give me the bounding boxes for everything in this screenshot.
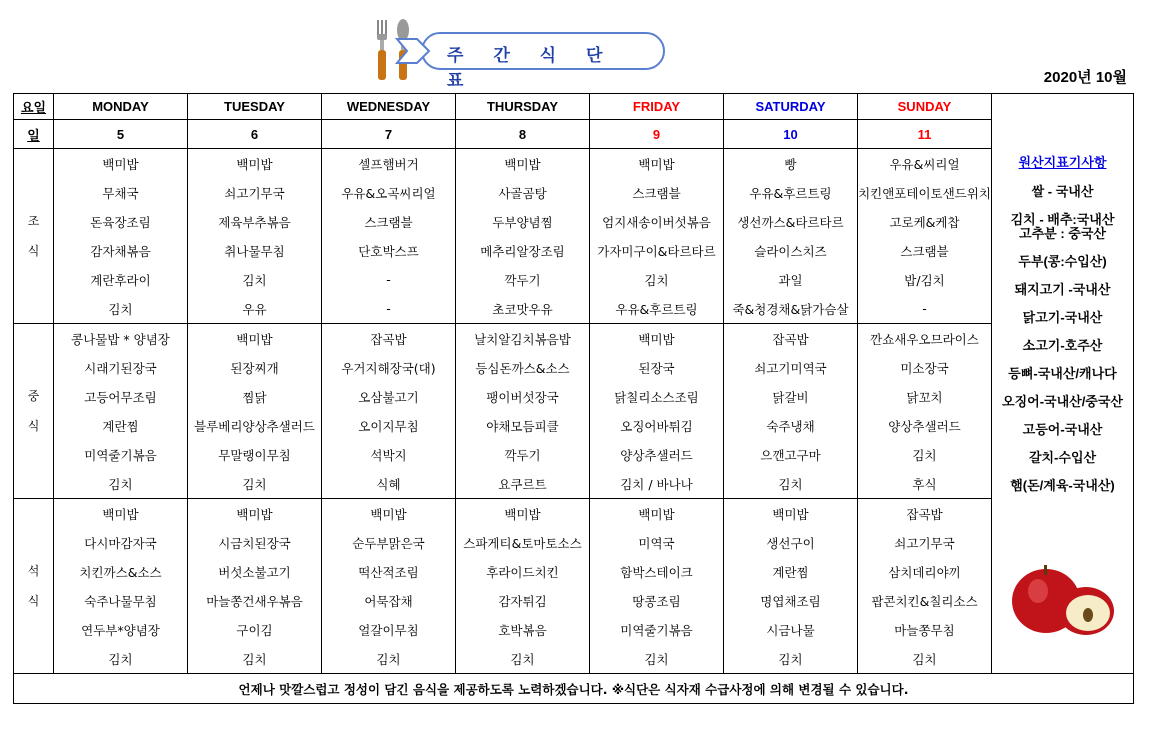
weekday-label: 요일 bbox=[14, 94, 54, 120]
menu-cell: 치킨앤포테이토샌드위치 bbox=[858, 178, 992, 207]
arrow-right-icon bbox=[395, 37, 431, 65]
menu-cell: 김치 bbox=[724, 644, 858, 674]
menu-cell: 삼치데리야끼 bbox=[858, 557, 992, 586]
menu-cell: 잡곡밥 bbox=[858, 499, 992, 529]
menu-cell: 명엽채조림 bbox=[724, 586, 858, 615]
menu-cell: 백미밥 bbox=[590, 149, 724, 179]
day-name: TUESDAY bbox=[188, 94, 322, 120]
menu-cell: 김치 / 바나나 bbox=[590, 469, 724, 499]
origin-item: 소고기-호주산 bbox=[1022, 338, 1103, 353]
lunch-label: 중 식 bbox=[14, 324, 54, 499]
menu-cell: 백미밥 bbox=[456, 499, 590, 529]
menu-cell: 김치 bbox=[858, 440, 992, 469]
menu-cell: 얼갈이무침 bbox=[322, 615, 456, 644]
menu-cell: 팝콘치킨&칠리소스 bbox=[858, 586, 992, 615]
menu-cell: 후라이드치킨 bbox=[456, 557, 590, 586]
menu-cell: 생선구이 bbox=[724, 528, 858, 557]
menu-cell: 김치 bbox=[54, 294, 188, 324]
menu-cell: 우거지해장국(대) bbox=[322, 353, 456, 382]
menu-cell: 백미밥 bbox=[322, 499, 456, 529]
menu-cell: 마늘쫑무침 bbox=[858, 615, 992, 644]
origin-item: 쌀 - 국내산 bbox=[1031, 184, 1094, 199]
menu-cell: 쇠고기미역국 bbox=[724, 353, 858, 382]
menu-cell: 잡곡밥 bbox=[322, 324, 456, 354]
menu-cell: 김치 bbox=[188, 469, 322, 499]
menu-cell: 숙주나물무침 bbox=[54, 586, 188, 615]
menu-cell: 깍두기 bbox=[456, 265, 590, 294]
menu-cell: 가자미구이&타르타르 bbox=[590, 236, 724, 265]
menu-cell: 어묵잡채 bbox=[322, 586, 456, 615]
lunch-row bbox=[14, 440, 1134, 469]
origin-panel bbox=[992, 94, 1134, 674]
menu-cell: 사골곰탕 bbox=[456, 178, 590, 207]
menu-cell: 치킨까스&소스 bbox=[54, 557, 188, 586]
menu-cell: 김치 bbox=[590, 265, 724, 294]
day-name: SATURDAY bbox=[724, 94, 858, 120]
menu-cell: 오이지무침 bbox=[322, 411, 456, 440]
origin-item-line: 고추분 : 중국산 bbox=[1019, 226, 1106, 241]
menu-cell: 잡곡밥 bbox=[724, 324, 858, 354]
lunch-row bbox=[14, 382, 1134, 411]
apple-illustration bbox=[1008, 559, 1118, 639]
day-name: THURSDAY bbox=[456, 94, 590, 120]
menu-cell: - bbox=[858, 294, 992, 324]
menu-cell: 미역줄기볶음 bbox=[54, 440, 188, 469]
weekday-row bbox=[14, 94, 1134, 120]
menu-cell: 닭칠리소스조림 bbox=[590, 382, 724, 411]
menu-cell: 팽이버섯장국 bbox=[456, 382, 590, 411]
day-name: WEDNESDAY bbox=[322, 94, 456, 120]
menu-cell: 백미밥 bbox=[188, 324, 322, 354]
breakfast-label: 조 식 bbox=[14, 149, 54, 324]
menu-cell: 된장찌개 bbox=[188, 353, 322, 382]
day-name: MONDAY bbox=[54, 94, 188, 120]
lunch-row bbox=[14, 324, 1134, 354]
dinner-row bbox=[14, 615, 1134, 644]
footer-notice: 언제나 맛깔스럽고 정성이 담긴 음식을 제공하도록 노력하겠습니다. ※식단은 식자재 수급사정에 의해 변경될 수 있습니다. bbox=[14, 674, 1134, 704]
day-label: 일 bbox=[14, 120, 54, 149]
menu-cell: 우유&씨리얼 bbox=[858, 149, 992, 179]
footer-row bbox=[14, 674, 1134, 704]
menu-cell: 다시마감자국 bbox=[54, 528, 188, 557]
menu-cell: 순두부맑은국 bbox=[322, 528, 456, 557]
menu-cell: 시금나물 bbox=[724, 615, 858, 644]
breakfast-row bbox=[14, 149, 1134, 179]
day-date: 5 bbox=[54, 120, 188, 149]
menu-cell: 떡산적조림 bbox=[322, 557, 456, 586]
menu-cell: 생선까스&타르타르 bbox=[724, 207, 858, 236]
menu-cell: 버섯소불고기 bbox=[188, 557, 322, 586]
menu-cell: 김치 bbox=[724, 469, 858, 499]
menu-cell: 백미밥 bbox=[590, 499, 724, 529]
menu-cell: 우유&오곡씨리얼 bbox=[322, 178, 456, 207]
menu-cell: 빵 bbox=[724, 149, 858, 179]
day-date: 8 bbox=[456, 120, 590, 149]
menu-cell: 된장국 bbox=[590, 353, 724, 382]
day-name: SUNDAY bbox=[858, 94, 992, 120]
menu-cell: 우유 bbox=[188, 294, 322, 324]
menu-cell: 쇠고기무국 bbox=[858, 528, 992, 557]
menu-cell: 찜닭 bbox=[188, 382, 322, 411]
menu-cell: 엄지새송이버섯볶음 bbox=[590, 207, 724, 236]
menu-cell: 김치 bbox=[188, 644, 322, 674]
menu-cell: 백미밥 bbox=[54, 499, 188, 529]
menu-cell: 김치 bbox=[54, 469, 188, 499]
menu-cell: 양상추샐러드 bbox=[858, 411, 992, 440]
menu-cell: 고로케&케찹 bbox=[858, 207, 992, 236]
menu-cell: 함박스테이크 bbox=[590, 557, 724, 586]
day-date: 6 bbox=[188, 120, 322, 149]
menu-cell: 셀프햄버거 bbox=[322, 149, 456, 179]
origin-item bbox=[992, 213, 1133, 241]
breakfast-row bbox=[14, 207, 1134, 236]
menu-cell: 스파게티&토마토소스 bbox=[456, 528, 590, 557]
breakfast-row bbox=[14, 294, 1134, 324]
origin-item: 닭고기-국내산 bbox=[1022, 310, 1103, 325]
breakfast-row bbox=[14, 265, 1134, 294]
menu-cell: 으깬고구마 bbox=[724, 440, 858, 469]
menu-cell: 계란후라이 bbox=[54, 265, 188, 294]
menu-cell: 죽&청경채&닭가슴살 bbox=[724, 294, 858, 324]
menu-cell: 오징어바튀김 bbox=[590, 411, 724, 440]
menu-cell: 숙주냉채 bbox=[724, 411, 858, 440]
origin-item: 갈치-수입산 bbox=[1028, 450, 1097, 465]
menu-cell: 메추리알장조림 bbox=[456, 236, 590, 265]
menu-cell: 시금치된장국 bbox=[188, 528, 322, 557]
menu-cell: 날치알김치볶음밥 bbox=[456, 324, 590, 354]
origin-item: 고등어-국내산 bbox=[1022, 422, 1103, 437]
menu-cell: 스크램블 bbox=[858, 236, 992, 265]
menu-cell: 블루베리양상추샐러드 bbox=[188, 411, 322, 440]
menu-cell: 구이김 bbox=[188, 615, 322, 644]
menu-cell: 계란찜 bbox=[54, 411, 188, 440]
menu-cell: 식혜 bbox=[322, 469, 456, 499]
menu-cell: 깍두기 bbox=[456, 440, 590, 469]
breakfast-row bbox=[14, 236, 1134, 265]
menu-cell: 김치 bbox=[590, 644, 724, 674]
menu-cell: 미역국 bbox=[590, 528, 724, 557]
dinner-row bbox=[14, 557, 1134, 586]
page-title: 주 간 식 단 표 bbox=[447, 46, 615, 91]
menu-cell: 김치 bbox=[858, 644, 992, 674]
weekly-menu-table bbox=[13, 93, 1134, 704]
menu-cell: 과일 bbox=[724, 265, 858, 294]
menu-cell: 야채모듬피클 bbox=[456, 411, 590, 440]
menu-cell: 연두부*양념장 bbox=[54, 615, 188, 644]
menu-cell: 계란찜 bbox=[724, 557, 858, 586]
menu-cell: 닭꼬치 bbox=[858, 382, 992, 411]
menu-cell: 오삼불고기 bbox=[322, 382, 456, 411]
menu-cell: 후식 bbox=[858, 469, 992, 499]
day-date: 10 bbox=[724, 120, 858, 149]
date-row bbox=[14, 120, 1134, 149]
menu-cell: 땅콩조림 bbox=[590, 586, 724, 615]
menu-cell: 깐쇼새우오므라이스 bbox=[858, 324, 992, 354]
breakfast-row bbox=[14, 178, 1134, 207]
menu-cell: 미소장국 bbox=[858, 353, 992, 382]
menu-cell: 우유&후르트링 bbox=[590, 294, 724, 324]
menu-cell: 초코맛우유 bbox=[456, 294, 590, 324]
lunch-row bbox=[14, 469, 1134, 499]
dinner-label: 석 식 bbox=[14, 499, 54, 674]
menu-cell: 등심돈까스&소스 bbox=[456, 353, 590, 382]
menu-cell: 취나물무침 bbox=[188, 236, 322, 265]
origin-item: 두부(콩:수입산) bbox=[1018, 254, 1107, 269]
dinner-row bbox=[14, 499, 1134, 529]
menu-cell: 단호박스프 bbox=[322, 236, 456, 265]
dinner-row bbox=[14, 528, 1134, 557]
menu-cell: 무말랭이무침 bbox=[188, 440, 322, 469]
menu-cell: 돈육장조림 bbox=[54, 207, 188, 236]
menu-cell: 요쿠르트 bbox=[456, 469, 590, 499]
menu-cell: 닭갈비 bbox=[724, 382, 858, 411]
menu-cell: 쇠고기무국 bbox=[188, 178, 322, 207]
menu-cell: 백미밥 bbox=[590, 324, 724, 354]
dinner-row bbox=[14, 644, 1134, 674]
menu-cell: 미역줄기볶음 bbox=[590, 615, 724, 644]
menu-cell: 김치 bbox=[54, 644, 188, 674]
menu-cell: 마늘쫑건새우볶음 bbox=[188, 586, 322, 615]
menu-cell: 제육부추볶음 bbox=[188, 207, 322, 236]
menu-cell: 김치 bbox=[456, 644, 590, 674]
origin-item-line: 김치 - 배추:국내산 bbox=[1010, 212, 1115, 227]
origin-item: 오징어-국내산/중국산 bbox=[1002, 394, 1123, 409]
menu-cell: 호박볶음 bbox=[456, 615, 590, 644]
menu-cell: 김치 bbox=[322, 644, 456, 674]
day-date: 11 bbox=[858, 120, 992, 149]
menu-cell: 감자튀김 bbox=[456, 586, 590, 615]
menu-cell: 콩나물밥 * 양념장 bbox=[54, 324, 188, 354]
dinner-row bbox=[14, 586, 1134, 615]
menu-cell: 백미밥 bbox=[724, 499, 858, 529]
lunch-row bbox=[14, 353, 1134, 382]
origin-title: 원산지표기사항 bbox=[1018, 155, 1107, 170]
menu-cell: 백미밥 bbox=[188, 149, 322, 179]
menu-cell: 석박지 bbox=[322, 440, 456, 469]
menu-cell: - bbox=[322, 265, 456, 294]
menu-cell: 백미밥 bbox=[188, 499, 322, 529]
lunch-row bbox=[14, 411, 1134, 440]
menu-cell: 무채국 bbox=[54, 178, 188, 207]
origin-item: 햄(돈/계육-국내산) bbox=[1010, 478, 1115, 493]
origin-item: 등뼈-국내산/캐나다 bbox=[1008, 366, 1117, 381]
day-date: 9 bbox=[590, 120, 724, 149]
day-date: 7 bbox=[322, 120, 456, 149]
menu-cell: 두부양념찜 bbox=[456, 207, 590, 236]
menu-cell: 슬라이스치즈 bbox=[724, 236, 858, 265]
menu-cell: 양상추샐러드 bbox=[590, 440, 724, 469]
menu-cell: 백미밥 bbox=[54, 149, 188, 179]
menu-cell: 백미밥 bbox=[456, 149, 590, 179]
origin-item: 돼지고기 -국내산 bbox=[1014, 282, 1111, 297]
menu-cell: 우유&후르트링 bbox=[724, 178, 858, 207]
menu-date: 2020년 10월 bbox=[1043, 69, 1127, 86]
menu-cell: 스크램블 bbox=[590, 178, 724, 207]
menu-cell: 밥/김치 bbox=[858, 265, 992, 294]
day-name: FRIDAY bbox=[590, 94, 724, 120]
menu-cell: 고등어무조림 bbox=[54, 382, 188, 411]
menu-cell: 김치 bbox=[188, 265, 322, 294]
menu-cell: 감자채볶음 bbox=[54, 236, 188, 265]
title-banner bbox=[355, 14, 675, 91]
menu-cell: 시래기된장국 bbox=[54, 353, 188, 382]
menu-cell: - bbox=[322, 294, 456, 324]
menu-cell: 스크램블 bbox=[322, 207, 456, 236]
